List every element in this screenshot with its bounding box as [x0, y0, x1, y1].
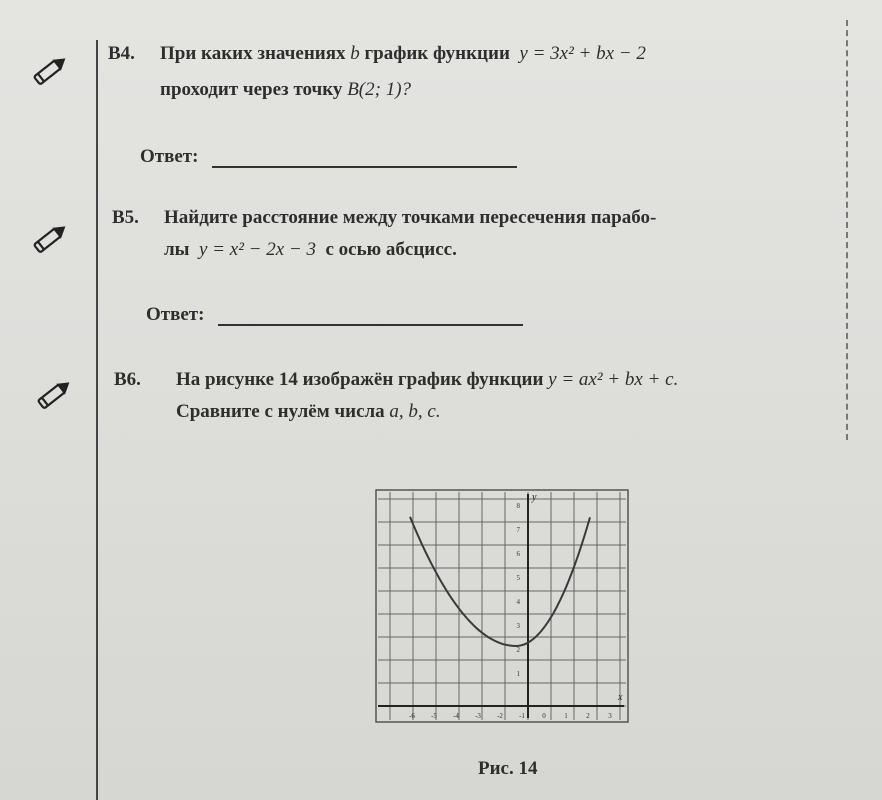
task-b4: [108, 40, 838, 110]
y-axis-label: y: [532, 492, 537, 503]
x-tick-label: -2: [497, 712, 503, 720]
cut-line: [846, 20, 848, 440]
x-tick-label: -4: [453, 712, 459, 720]
x-tick-label: 3: [608, 712, 612, 720]
answer-b4: [140, 146, 517, 168]
pencil-icon: [30, 376, 74, 416]
task-number: В5.: [112, 207, 139, 228]
answer-label: Ответ:: [146, 304, 205, 325]
x-axis-label: x: [618, 692, 623, 703]
task-text-line2: лы y = x² − 2x − 3 с осью абсцисс.: [164, 239, 457, 260]
x-tick-label: -5: [431, 712, 437, 720]
task-text-line1: На рисунке 14 изображён график функции y = ax² + bx + c.: [176, 369, 679, 390]
pencil-icon: [26, 220, 70, 260]
pencil-icon: [26, 52, 70, 92]
answer-line[interactable]: [212, 146, 517, 168]
margin-line: [96, 40, 98, 800]
y-tick-label: 5: [516, 574, 520, 582]
task-text-line1: При каких значениях b график функции y = 3x² + bx − 2: [160, 43, 646, 64]
formula: y = ax² + bx + c.: [548, 369, 679, 390]
formula: y = 3x² + bx − 2: [519, 43, 646, 64]
answer-b5: [146, 304, 523, 326]
x-tick-label: 2: [586, 712, 590, 720]
y-tick-label: 2: [516, 646, 520, 654]
y-tick-label: 8: [516, 502, 520, 510]
x-tick-label: 1: [564, 712, 568, 720]
parabola-graph: [372, 486, 632, 726]
task-b6: [114, 366, 844, 436]
x-tick-label: -6: [409, 712, 415, 720]
task-number: В4.: [108, 43, 135, 64]
x-tick-label: -3: [475, 712, 481, 720]
y-tick-label: 6: [516, 550, 520, 558]
task-text-line2: проходит через точку B(2; 1)?: [160, 79, 412, 100]
y-tick-label: 1: [516, 670, 520, 678]
task-b5: [112, 204, 842, 274]
x-tick-label: -1: [519, 712, 525, 720]
task-text-line1: Найдите расстояние между точками пересечения парабо-: [164, 207, 657, 228]
y-tick-label: 4: [516, 598, 520, 606]
figure-caption: Рис. 14: [478, 758, 538, 779]
answer-line[interactable]: [218, 304, 523, 326]
answer-label: Ответ:: [140, 146, 199, 167]
formula: y = x² − 2x − 3: [199, 239, 316, 260]
task-text-line2: Сравните с нулём числа a, b, c.: [176, 401, 441, 422]
y-tick-label: 3: [516, 622, 520, 630]
y-tick-label: 7: [516, 526, 520, 534]
task-number: В6.: [114, 369, 141, 390]
x-tick-label: 0: [542, 712, 546, 720]
parabola-curve: [410, 517, 590, 646]
